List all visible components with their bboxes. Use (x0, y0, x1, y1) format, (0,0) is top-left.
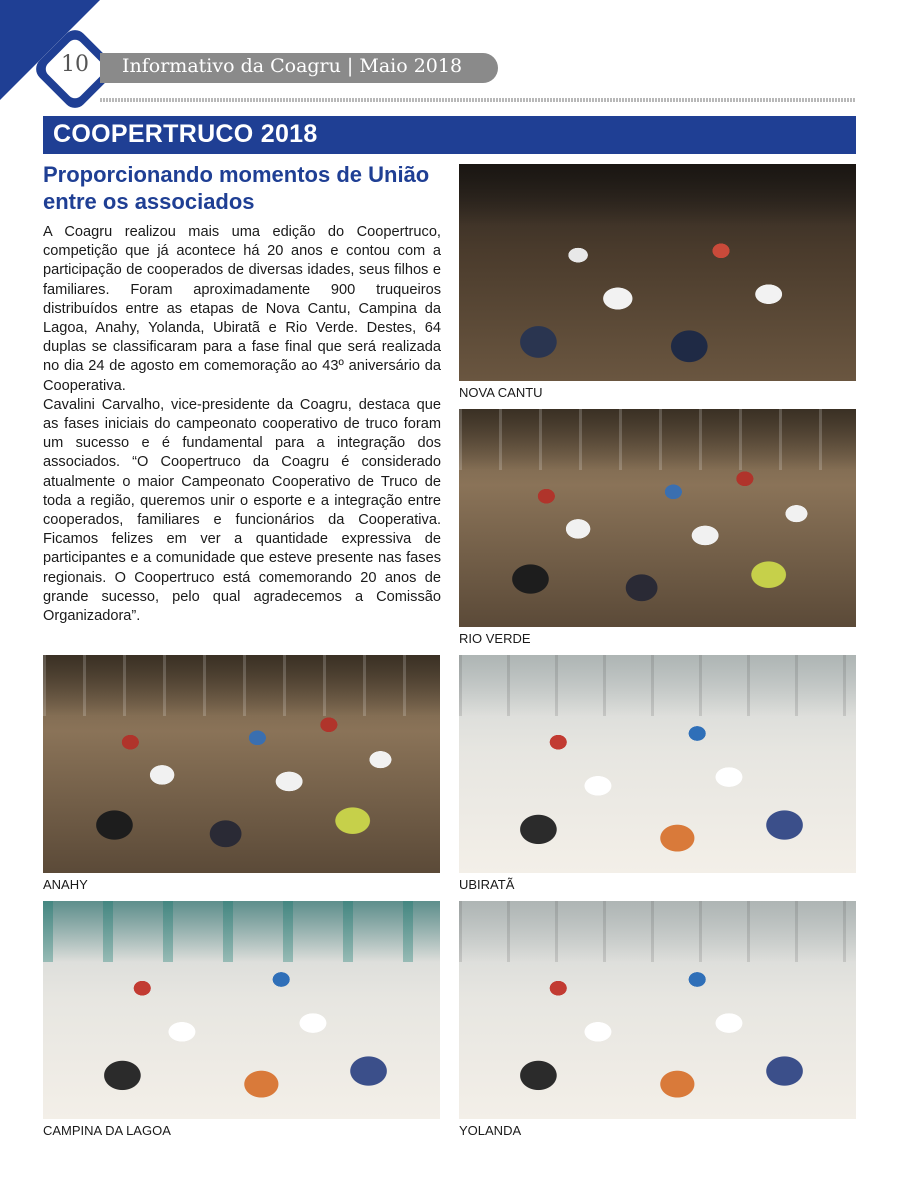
photo-yolanda (459, 901, 856, 1119)
article-paragraph: A Coagru realizou mais uma edição do Coopertruco, competição que já acontece há 20 anos e contou com a participação de cooperados de diversas idades, seus filhos e familiares. Foram aproximadamente 900 truqueiros distribuídos entre as etapas de Nova Cantu, Campina da Lagoa, Anahy, Yolanda, Ubiratã e Rio Verde. Destes, 64 duplas se classificaram para a fase final que será realizada no dia 24 de agosto em comemoração ao 43º aniversário da Cooperativa. (43, 224, 441, 394)
header-divider (100, 98, 856, 102)
article-paragraph: Cavalini Carvalho, vice-presidente da Coagru, destaca que as fases iniciais do campeonato cooperativo de truco foram um sucesso e é fundamental para a integração dos associados. “O Coopertruco da Coagru é considerado atualmente o maior Campeonato Cooperativo de Truco de toda a região, queremos unir o esporte e a integração entre cooperados, familiares e funcionários da Cooperativa. Ficamos felizes em ver a quantidade expressiva de participantes e a comunidade que esteve presente nas fases regionais. O Coopertruco está comemorando 20 anos de grande sucesso, pelo qual agradecemos a Comissão Organizadora”. (43, 396, 441, 625)
article-headline: Proporcionando momentos de União entre os associados (43, 162, 430, 214)
photo-caption: UBIRATÃ (459, 877, 515, 892)
section-banner (43, 116, 856, 154)
photo-rio-verde (459, 409, 856, 627)
photo-ubirata (459, 655, 856, 873)
photo-caption: RIO VERDE (459, 631, 531, 646)
photo-nova-cantu (459, 164, 856, 381)
photo-campina-da-lagoa (43, 901, 440, 1119)
photo-caption: NOVA CANTU (459, 385, 543, 400)
publication-title: Informativo da Coagru | Maio 2018 (122, 55, 463, 77)
article-body (43, 223, 441, 626)
photo-caption: YOLANDA (459, 1123, 522, 1138)
photo-caption: ANAHY (43, 877, 88, 892)
section-title: COOPERTRUCO 2018 (53, 120, 318, 148)
photo-anahy (43, 655, 440, 873)
page-number: 10 (61, 52, 89, 77)
photo-caption: CAMPINA DA LAGOA (43, 1123, 171, 1138)
